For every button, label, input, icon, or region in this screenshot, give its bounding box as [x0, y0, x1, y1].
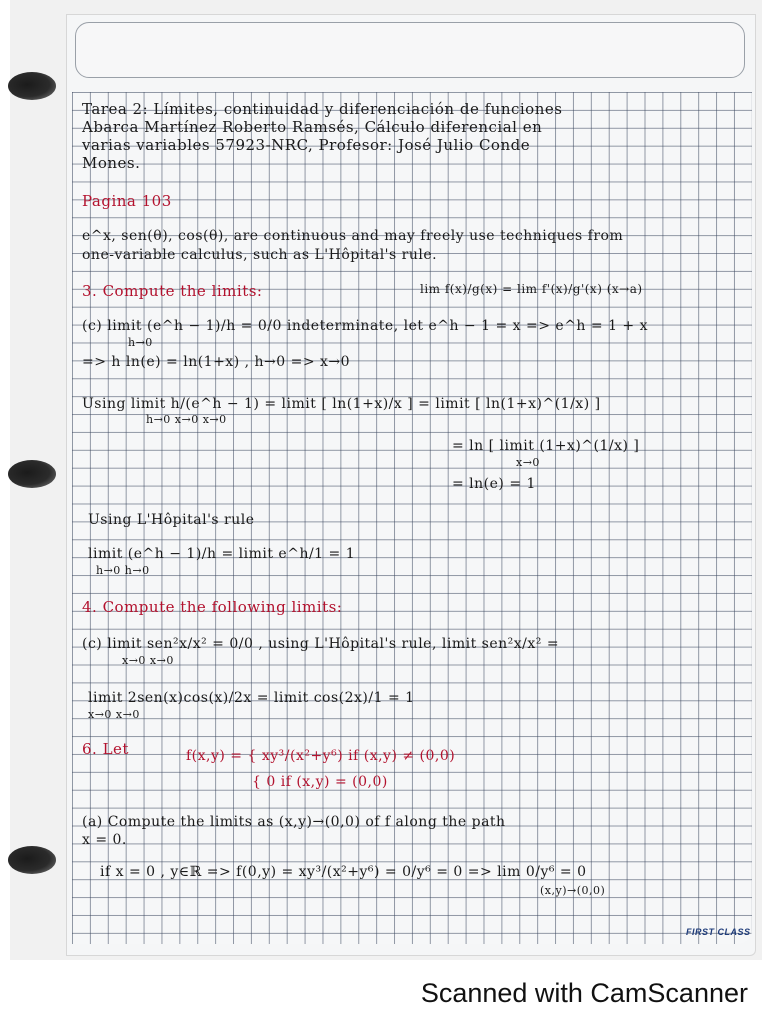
q3c-line-2: => h ln(e) = ln(1+x) , h→0 => x→0	[82, 354, 351, 370]
lhopital-calculation-subscript: h→0 h→0	[96, 564, 150, 577]
q4c-line-2: limit 2sen(x)cos(x)/2x = limit cos(2x)/1 = 1	[88, 690, 415, 706]
using-lhopital-heading: Using L'Hôpital's rule	[88, 512, 255, 528]
using-line-3: = ln(e) = 1	[452, 476, 536, 492]
q4c-line-1-subscript: x→0 x→0	[122, 654, 174, 667]
lhopital-calculation: limit (e^h − 1)/h = limit e^h/1 = 1	[88, 546, 356, 562]
using-line-2: = ln [ limit (1+x)^(1/x) ]	[452, 438, 640, 454]
question-3-heading: 3. Compute the limits:	[82, 282, 263, 300]
lhopital-rule-formula: lim f(x)/g(x) = lim f'(x)/g'(x) (x→a)	[420, 282, 643, 296]
binder-hole-bottom	[8, 846, 56, 874]
q3c-line-1-subscript: h→0	[128, 336, 153, 349]
binder-hole-middle	[8, 460, 56, 488]
camscanner-watermark: Scanned with CamScanner	[420, 978, 748, 1008]
function-definition-line-1: f(x,y) = { xy³/(x²+y⁶) if (x,y) ≠ (0,0)	[186, 748, 456, 764]
using-line-1: Using limit h/(e^h − 1) = limit [ ln(1+x)/x ] = limit [ ln(1+x)^(1/x) ]	[82, 396, 601, 412]
q6a-line-2: x = 0.	[82, 832, 127, 848]
question-4-heading: 4. Compute the following limits:	[82, 598, 343, 616]
using-line-1-subscript: h→0 x→0 x→0	[146, 413, 227, 426]
intro-line-1: e^x, sen(θ), cos(θ), are continuous and may freely use techniques from	[82, 228, 624, 244]
header-box	[75, 22, 745, 78]
title-line-3: varias variables 57923-NRC, Profesor: José Julio Conde	[82, 136, 531, 154]
function-definition-line-2: { 0 if (x,y) = (0,0)	[252, 774, 388, 790]
q3c-line-1: (c) limit (e^h − 1)/h = 0/0 indeterminate, let e^h − 1 = x => e^h = 1 + x	[82, 318, 649, 334]
q6a-line-3: if x = 0 , y∈ℝ => f(0,y) = xy³/(x²+y⁶) = 0/y⁶ = 0 => lim 0/y⁶ = 0	[100, 864, 587, 880]
title-line-2: Abarca Martínez Roberto Ramsés, Cálculo diferencial en	[82, 118, 543, 136]
notebook-brand-logo: FIRST CLASS	[686, 927, 751, 937]
q4c-line-2-subscript: x→0 x→0	[88, 708, 140, 721]
q4c-line-1: (c) limit sen²x/x² = 0/0 , using L'Hôpital's rule, limit sen²x/x² =	[82, 636, 560, 652]
page-reference: Pagina 103	[82, 192, 172, 210]
q6a-line-1: (a) Compute the limits as (x,y)→(0,0) of f along the path	[82, 814, 506, 830]
binder-hole-top	[8, 72, 56, 100]
q6a-line-3-subscript: (x,y)→(0,0)	[540, 884, 606, 897]
using-line-2-subscript: x→0	[516, 456, 540, 469]
question-6-heading: 6. Let	[82, 740, 129, 758]
intro-line-2: one-variable calculus, such as L'Hôpital's rule.	[82, 247, 438, 263]
title-line-4: Mones.	[82, 154, 141, 172]
title-line-1: Tarea 2: Límites, continuidad y diferenciación de funciones	[82, 100, 563, 118]
